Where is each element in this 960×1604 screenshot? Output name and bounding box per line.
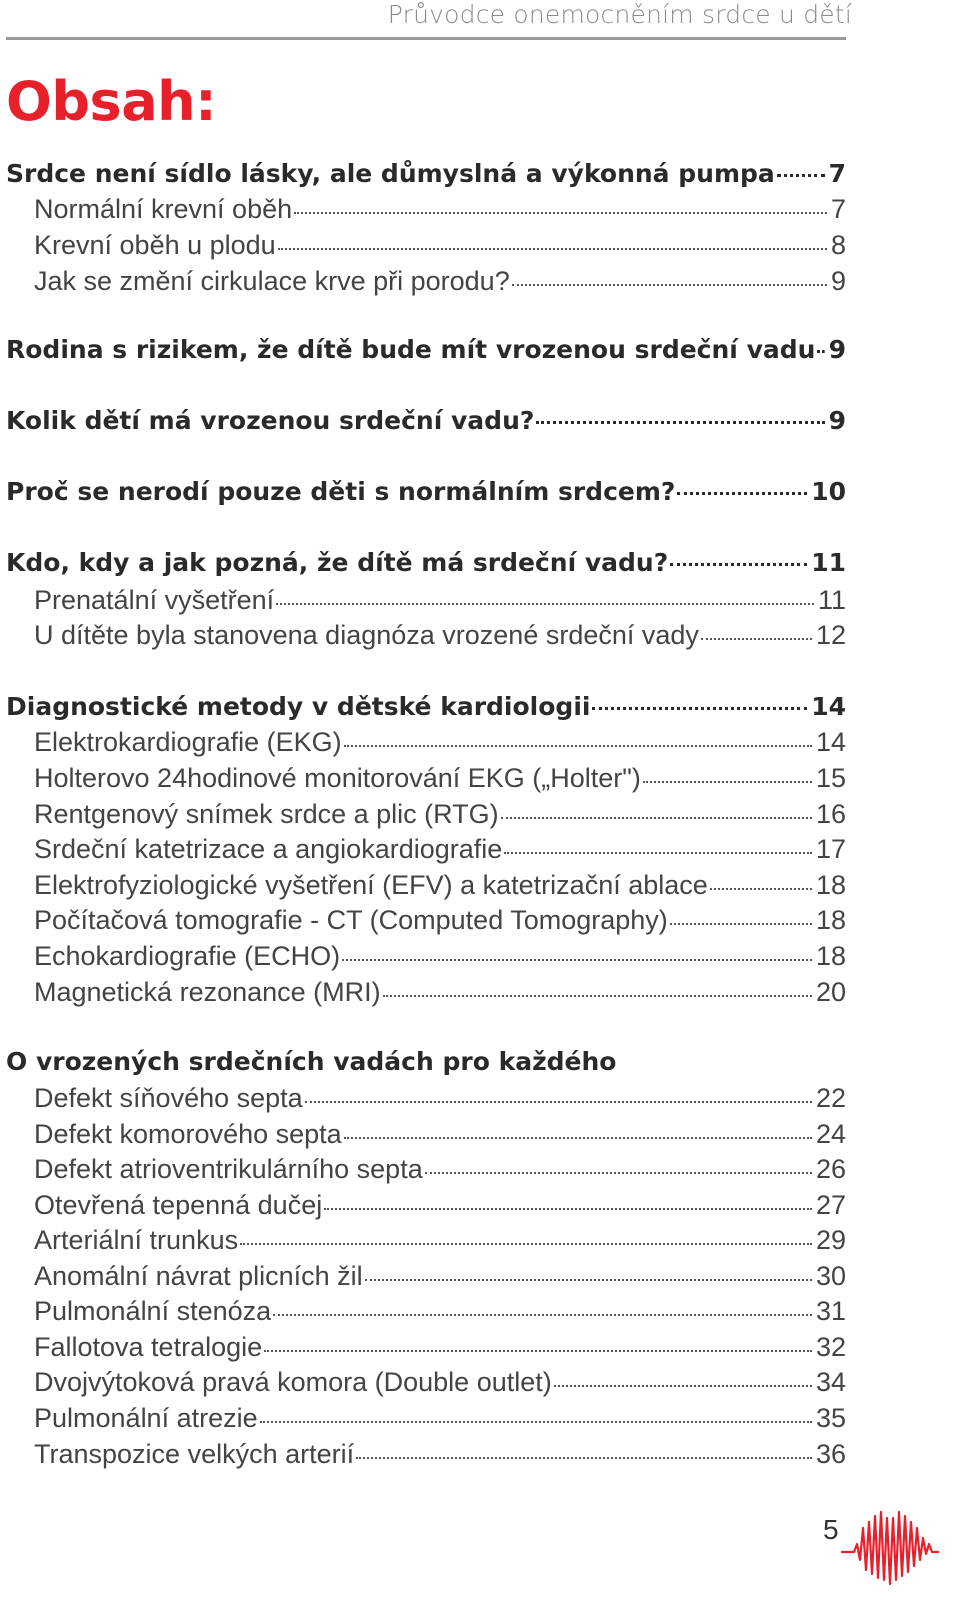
toc-entry-title: Normální krevní oběh <box>34 194 293 224</box>
dot-leader <box>276 603 814 605</box>
toc-entry-page: 20 <box>815 977 846 1007</box>
dot-leader <box>324 1208 812 1210</box>
toc-subsection-entry <box>6 1332 846 1363</box>
toc-subsection-entry <box>6 763 846 794</box>
dot-leader <box>356 1457 812 1459</box>
toc-entry-page: 18 <box>815 870 846 900</box>
toc-entry-page: 29 <box>815 1225 846 1255</box>
dot-leader <box>643 781 812 783</box>
dot-leader <box>383 995 812 997</box>
dot-leader <box>344 745 812 747</box>
toc-entry-title: Defekt síňového septa <box>34 1083 303 1113</box>
toc-subsection-entry <box>6 230 846 261</box>
page-number: 5 <box>823 1514 839 1545</box>
dot-leader <box>777 174 825 177</box>
toc-entry-title: Pulmonální atrezie <box>34 1403 258 1433</box>
toc-subsection-entry <box>6 727 846 758</box>
toc-entry-title: Srdce není sídlo lásky, ale důmyslná a výkonná pumpa <box>6 159 775 188</box>
toc-subsection-entry <box>6 1296 846 1327</box>
dot-leader <box>365 1279 812 1281</box>
toc-subsection-entry <box>6 1083 846 1114</box>
toc-section-entry <box>6 692 846 721</box>
toc-entry-page: 26 <box>815 1154 846 1184</box>
toc-entry-title: Kolik dětí má vrozenou srdeční vadu? <box>6 406 535 435</box>
dot-leader <box>554 1385 812 1387</box>
toc-entry-page: 14 <box>815 727 846 757</box>
toc-section-entry <box>6 335 846 364</box>
toc-entry-title: Pulmonální stenóza <box>34 1296 272 1326</box>
dot-leader <box>670 563 807 566</box>
dot-leader <box>504 852 812 854</box>
toc-entry-page: 32 <box>815 1332 846 1362</box>
toc-subsection-entry <box>6 1119 846 1150</box>
header-divider <box>6 37 846 40</box>
toc-entry-page: 24 <box>815 1119 846 1149</box>
toc-subsection-entry <box>6 834 846 865</box>
dot-leader <box>305 1101 812 1103</box>
toc-subsection-entry <box>6 266 846 297</box>
dot-leader <box>512 284 827 286</box>
toc-subsection-entry <box>6 194 846 225</box>
toc-entry-title: U dítěte byla stanovena diagnóza vrozené srdeční vady <box>34 620 699 650</box>
dot-leader <box>536 421 824 424</box>
toc-entry-title: Počítačová tomografie - CT (Computed Tomography) <box>34 905 668 935</box>
toc-entry-title: Dvojvýtoková pravá komora (Double outlet) <box>34 1367 552 1397</box>
toc-entry-title: Anomální návrat plicních žil <box>34 1261 363 1291</box>
toc-entry-page: 7 <box>830 194 846 224</box>
toc-entry-page: 36 <box>815 1439 846 1469</box>
toc-entry-title: Prenatální vyšetření <box>34 585 275 615</box>
toc-entry-page: 12 <box>815 620 846 650</box>
toc-entry-title: Krevní oběh u plodu <box>34 230 276 260</box>
toc-entry-page: 35 <box>815 1403 846 1433</box>
toc-entry-page: 17 <box>815 834 846 864</box>
dot-leader <box>294 212 827 214</box>
toc-entry-title: Proč se nerodí pouze děti s normálním srdcem? <box>6 477 676 506</box>
toc-section-entry <box>6 159 846 188</box>
toc-subsection-entry <box>6 620 846 651</box>
dot-leader <box>701 638 812 640</box>
toc-subsection-entry <box>6 799 846 830</box>
heart-ecg-icon <box>840 1500 940 1590</box>
toc-entry-page: 27 <box>815 1190 846 1220</box>
dot-leader <box>278 248 827 250</box>
toc-entry-title: Holterovo 24hodinové monitorování EKG („Holter") <box>34 763 641 793</box>
toc-entry-title: Otevřená tepenná dučej <box>34 1190 323 1220</box>
dot-leader <box>260 1421 812 1423</box>
toc-entry-page: 11 <box>817 585 846 615</box>
toc-entry-page: 11 <box>811 548 846 577</box>
dot-leader <box>273 1314 812 1316</box>
toc-entry-title: Rodina s rizikem, že dítě bude mít vrozenou srdeční vadu <box>6 335 816 364</box>
toc-section-entry <box>6 406 846 435</box>
dot-leader <box>264 1350 812 1352</box>
toc-subsection-entry <box>6 1367 846 1398</box>
toc-section-entry <box>6 1047 846 1076</box>
dot-leader <box>344 1137 812 1139</box>
toc-entry-title: O vrozených srdečních vadách pro každého <box>6 1047 617 1076</box>
toc-entry-page: 9 <box>828 406 846 435</box>
toc-subsection-entry <box>6 1403 846 1434</box>
dot-leader <box>670 923 812 925</box>
toc-entry-title: Diagnostické metody v dětské kardiologii <box>6 692 591 721</box>
toc-entry-page: 15 <box>815 763 846 793</box>
toc-entry-page: 16 <box>815 799 846 829</box>
toc-entry-title: Fallotova tetralogie <box>34 1332 263 1362</box>
dot-leader <box>240 1243 812 1245</box>
toc-subsection-entry <box>6 1261 846 1292</box>
toc-entry-page: 18 <box>815 905 846 935</box>
toc-subsection-entry <box>6 1154 846 1185</box>
toc-subsection-entry <box>6 1190 846 1221</box>
toc-entry-page: 7 <box>828 159 846 188</box>
toc-entry-page: 34 <box>815 1367 846 1397</box>
toc-entry-title: Elektrokardiografie (EKG) <box>34 727 342 757</box>
toc-entry-page: 14 <box>811 692 846 721</box>
toc-entry-page: 8 <box>830 230 846 260</box>
toc-heading: Obsah: <box>6 70 217 133</box>
toc-entry-page: 31 <box>815 1296 846 1326</box>
dot-leader <box>710 888 812 890</box>
toc-entry-title: Jak se změní cirkulace krve při porodu? <box>34 266 510 296</box>
toc-entry-title: Srdeční katetrizace a angiokardiografie <box>34 834 503 864</box>
toc-entry-title: Defekt komorového septa <box>34 1119 342 1149</box>
dot-leader <box>677 492 807 495</box>
dot-leader <box>425 1172 812 1174</box>
toc-subsection-entry <box>6 941 846 972</box>
running-header: Průvodce onemocněním srdce u dětí <box>387 0 852 29</box>
dot-leader <box>817 350 824 353</box>
toc-section-entry <box>6 477 846 506</box>
toc-entry-page: 22 <box>815 1083 846 1113</box>
dot-leader <box>342 959 812 961</box>
toc-entry-page: 9 <box>828 335 846 364</box>
toc-section-entry <box>6 548 846 577</box>
toc-subsection-entry <box>6 1439 846 1470</box>
toc-subsection-entry <box>6 1225 846 1256</box>
dot-leader <box>501 817 812 819</box>
toc-entry-title: Elektrofyziologické vyšetření (EFV) a katetrizační ablace <box>34 870 708 900</box>
dot-leader <box>592 707 807 710</box>
toc-entry-page: 10 <box>811 477 846 506</box>
toc-entry-title: Magnetická rezonance (MRI) <box>34 977 381 1007</box>
toc-entry-page: 18 <box>815 941 846 971</box>
toc-entry-title: Kdo, kdy a jak pozná, že dítě má srdeční vadu? <box>6 548 669 577</box>
toc-subsection-entry <box>6 905 846 936</box>
toc-entry-page: 9 <box>830 266 846 296</box>
toc-entry-title: Arteriální trunkus <box>34 1225 239 1255</box>
toc-subsection-entry <box>6 585 846 616</box>
toc-entry-title: Echokardiografie (ECHO) <box>34 941 341 971</box>
toc-entry-title: Defekt atrioventrikulárního septa <box>34 1154 423 1184</box>
toc-subsection-entry <box>6 977 846 1008</box>
toc-entry-page: 30 <box>815 1261 846 1291</box>
toc-entry-title: Transpozice velkých arterií <box>34 1439 355 1469</box>
toc-entry-title: Rentgenový snímek srdce a plic (RTG) <box>34 799 499 829</box>
toc-subsection-entry <box>6 870 846 901</box>
